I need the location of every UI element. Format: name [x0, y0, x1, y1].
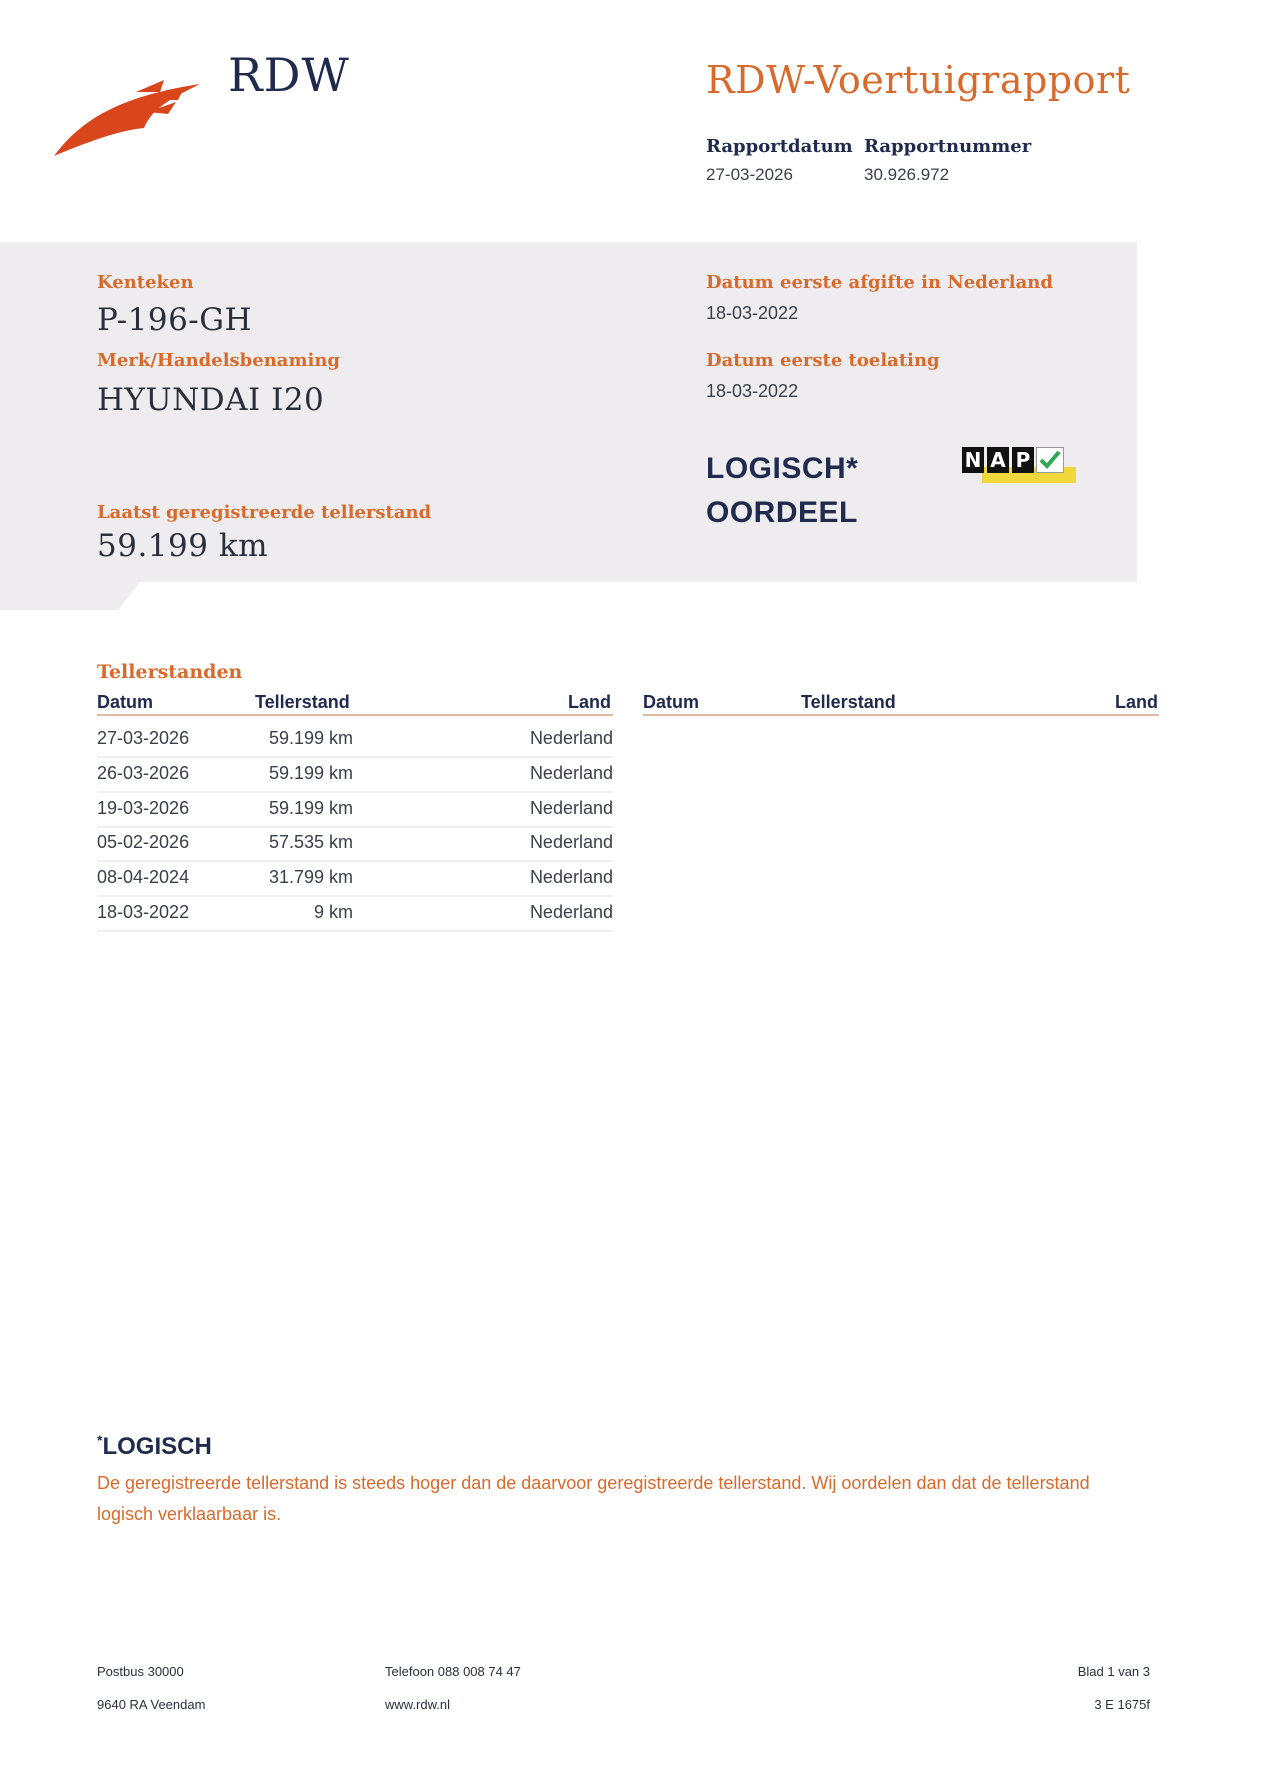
first-admission-value: 18-03-2022 — [706, 381, 799, 401]
cell-country: Nederland — [529, 798, 613, 818]
table-row — [97, 722, 613, 758]
plate-value: P-196-GH — [97, 302, 253, 338]
footnote-title — [97, 1432, 212, 1461]
header-rule-right — [643, 714, 1159, 716]
cell-reading: 31.799 km — [268, 867, 353, 887]
cell-country: Nederland — [529, 902, 613, 922]
cell-date: 27-03-2026 — [97, 728, 190, 748]
readings-section-title: Tellerstanden — [97, 661, 243, 683]
footer-phone: Telefoon 088 008 74 47 — [385, 1664, 521, 1679]
cell-date: 26-03-2026 — [97, 763, 190, 783]
footer-po-box: Postbus 30000 — [97, 1664, 184, 1679]
col-header-country: Land — [568, 692, 611, 712]
nap-logo — [960, 443, 1078, 491]
make-label: Merk/Handelsbenaming — [97, 350, 341, 371]
header-rule-left — [97, 714, 613, 716]
nap-letter-n: N — [962, 447, 984, 473]
odometer-label: Laatst geregistreerde tellerstand — [97, 502, 432, 523]
col-header-reading: Tellerstand — [255, 692, 350, 712]
cell-reading: 59.199 km — [268, 763, 353, 783]
first-issue-nl-value: 18-03-2022 — [706, 303, 799, 323]
cell-date: 19-03-2026 — [97, 798, 190, 818]
footnote-title-text: LOGISCH — [102, 1433, 212, 1460]
report-number: 30.926.972 — [864, 165, 950, 184]
footer-website[interactable]: www.rdw.nl — [385, 1697, 451, 1712]
col-header-reading-right: Tellerstand — [801, 692, 896, 712]
cell-country: Nederland — [529, 728, 613, 748]
cell-reading: 59.199 km — [268, 728, 353, 748]
nap-letter-p: P — [1012, 447, 1034, 473]
verdict-line-2: OORDEEL — [706, 496, 858, 529]
cell-reading: 59.199 km — [268, 798, 353, 818]
rdw-logo-icon — [52, 78, 202, 160]
nap-checkmark-icon — [1036, 447, 1064, 473]
table-row — [97, 826, 613, 862]
plate-label: Kenteken — [97, 272, 194, 293]
org-name: RDW — [228, 48, 350, 102]
odometer-value: 59.199 km — [97, 528, 269, 564]
footer-code: 3 E 1675f — [1094, 1697, 1150, 1712]
verdict-line-1: LOGISCH* — [706, 452, 859, 485]
table-row — [97, 896, 613, 932]
first-admission-label: Datum eerste toelating — [706, 350, 940, 371]
footnote-text: De geregistreerde tellerstand is steeds hoger dan de daarvoor geregistreerde tellerstand. Wij oordelen dan dat de tellerstand logisch verklaarbaar is. — [97, 1473, 1090, 1524]
cell-reading: 57.535 km — [268, 832, 353, 852]
col-header-country-right: Land — [1115, 692, 1158, 712]
panel-tab-shape — [0, 582, 140, 610]
footer-city: 9640 RA Veendam — [97, 1697, 206, 1712]
nap-letter-a: A — [987, 447, 1009, 473]
report-number-label: Rapportnummer — [864, 136, 1032, 157]
cell-country: Nederland — [529, 832, 613, 852]
table-row — [97, 792, 613, 828]
footer-page: Blad 1 van 3 — [1077, 1664, 1150, 1679]
cell-date: 08-04-2024 — [97, 867, 190, 887]
report-date-label: Rapportdatum — [706, 136, 853, 157]
footnote-marker: * — [97, 1432, 103, 1448]
make-value: HYUNDAI I20 — [97, 382, 325, 418]
cell-reading: 9 km — [313, 902, 353, 922]
cell-date: 18-03-2022 — [97, 902, 190, 922]
col-header-date: Datum — [97, 692, 154, 712]
table-row — [97, 757, 613, 793]
cell-date: 05-02-2026 — [97, 832, 190, 852]
col-header-date-right: Datum — [643, 692, 700, 712]
table-row — [97, 861, 613, 897]
report-title: RDW-Voertuigrapport — [706, 58, 1131, 102]
first-issue-nl-label: Datum eerste afgifte in Nederland — [706, 272, 1053, 293]
cell-country: Nederland — [529, 867, 613, 887]
cell-country: Nederland — [529, 763, 613, 783]
report-date: 27-03-2026 — [706, 165, 793, 184]
